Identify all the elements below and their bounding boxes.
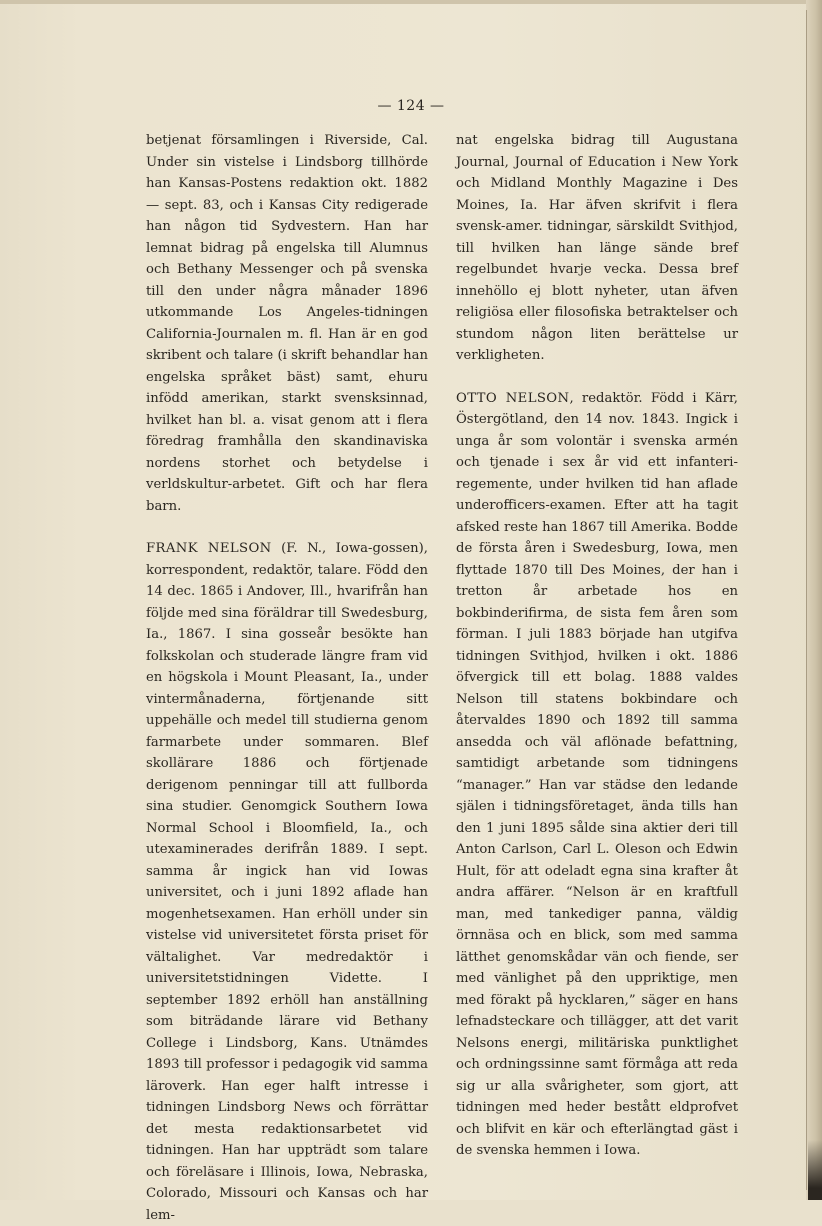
- entry-body: , redaktör. Född i Kärr, Östergötland, den 14 nov. 1843. Ingick i unga år som volontär i svenska armén och tjenade i sex år vid ett infanteri-regemente, under hvilken tid han aflade underofficers-examen. Efter att ha tagit afsked reste han 1867 till Amerika. Bodde de första åren i Swedesburg, Iowa, men flyttade 1870 till Des Moines, der han i tretton år arbetade hos en bokbinderifirma, de sista fem åren som förman. I juli 1883 började han utgifva tidningen Svithjod, hvilken i okt. 1886 öfvergick till ett bolag. 1888 valdes Nelson till statens bokbindare och återvaldes 1890 och 1892 till samma ansedda och väl aflönade befattning, samtidigt arbetande som tidningens “manager.” Han var städse den ledande själen i tidningsföretaget, ända tills han den 1 juni 1895 sålde sina aktier deri till Anton Carlson, Carl L. Oleson och Edwin Hult, för att odeladt egna sina krafter åt andra affärer. “Nelson är en kraftfull man, med tankediger panna, väldig örnnäsa och en blick, som med samma lätthet genomskådar vän och fiende, ser med vänlighet på den uppriktige, men med förakt på hycklaren,” säger en hans lefnadsteckare och tillägger, att det varit Nelsons energi, militäriska punktlighet och ordningssinne samt förmåga att reda sig ur alla svårigheter, som gjort, att tidningen med heder bestått eldprofvet och blifvit en kär och efterlängtad gäst i de svenska hemmen i Iowa.: [456, 390, 738, 1158]
- continued-paragraph: nat engelska bidrag till Augustana Journal, Journal of Education i New York och Midland Monthly Magazine i Des Moines, Ia. Har äfven skrifvit i flera svensk-amer. tidningar, särskildt Svithjod, till hvilken han länge sände bref regelbundet hvarje vecka. Dessa bref innehöllo ej blott nyheter, utan äfven religiösa eller filosofiska betraktelser och stundom någon liten berättelse ur verkligheten.: [456, 133, 738, 363]
- left-column: [146, 130, 428, 1226]
- page-number: — 124 —: [377, 98, 445, 114]
- biography-entry-otto-nelson: [456, 388, 738, 1162]
- right-column: [456, 130, 738, 1162]
- entry-body: (F. N., Iowa-gossen), korrespondent, redaktör, talare. Född den 14 dec. 1865 i Andover, Ill., hvarifrån han följde med sina föräldrar till Swedesburg, Ia., 1867. I sina gosseår besökte han folkskolan och studerade längre fram vid en högskola i Mount Pleasant, Ia., under vintermånaderna, förtjenande sitt uppehälle och medel till studierna genom farmarbete under sommaren. Blef skollärare 1886 och förtjenade derigenom penningar till att fullborda sina studier. Genomgick Southern Iowa Normal School i Bloomfield, Ia., och utexaminerades derifrån 1889. I sept. samma år ingick han vid Iowas universitet, och i juni 1892 aflade han mogenhetsexamen. Han erhöll under sin vistelse vid universitetet första priset för vältalighet. Var medredaktör i universitetstidningen Vidette. I september 1892 erhöll han anställning som biträdande lärare vid Bethany College i Lindsborg, Kans. Utnämdes 1893 till professor i pedagogik vid samma läroverk. Han eger halft intresse i tidningen Lindsborg News och förrättar det mesta redaktionsarbetet vid tidningen. Han har uppträdt som talare och föreläsare i Illinois, Iowa, Nebraska, Colorado, Missouri och Kansas och har lem-: [146, 541, 428, 1223]
- page-corner-shadow: [808, 1140, 822, 1200]
- top-edge: [0, 0, 822, 4]
- page-edge-right: [806, 0, 822, 1200]
- entry-heading: OTTO NELSON: [456, 390, 570, 406]
- biography-entry-frank-nelson: [146, 538, 428, 1226]
- continued-paragraph: betjenat församlingen i Riverside, Cal. Under sin vistelse i Lindsborg tillhörde han Kansas-Postens redaktion okt. 1882 — sept. 83, och i Kansas City redigerade han någon tid Sydvestern. Han har lemnat bidrag på engelska till Alumnus och Bethany Messenger och på svenska till den under några månader 1896 utkommande Los Angeles-tidningen California-Journalen m. fl. Han är en god skribent och talare (i skrift behandlar han engelska språket bäst) samt, ehuru infödd amerikan, starkt svensksinnad, hvilket han bl. a. visat genom att i flera föredrag framhålla den skandinaviska nordens storhet och betydelse i verldskultur-arbetet. Gift och har flera barn.: [146, 133, 428, 514]
- entry-heading: FRANK NELSON: [146, 541, 272, 556]
- binding-line: [806, 10, 807, 1190]
